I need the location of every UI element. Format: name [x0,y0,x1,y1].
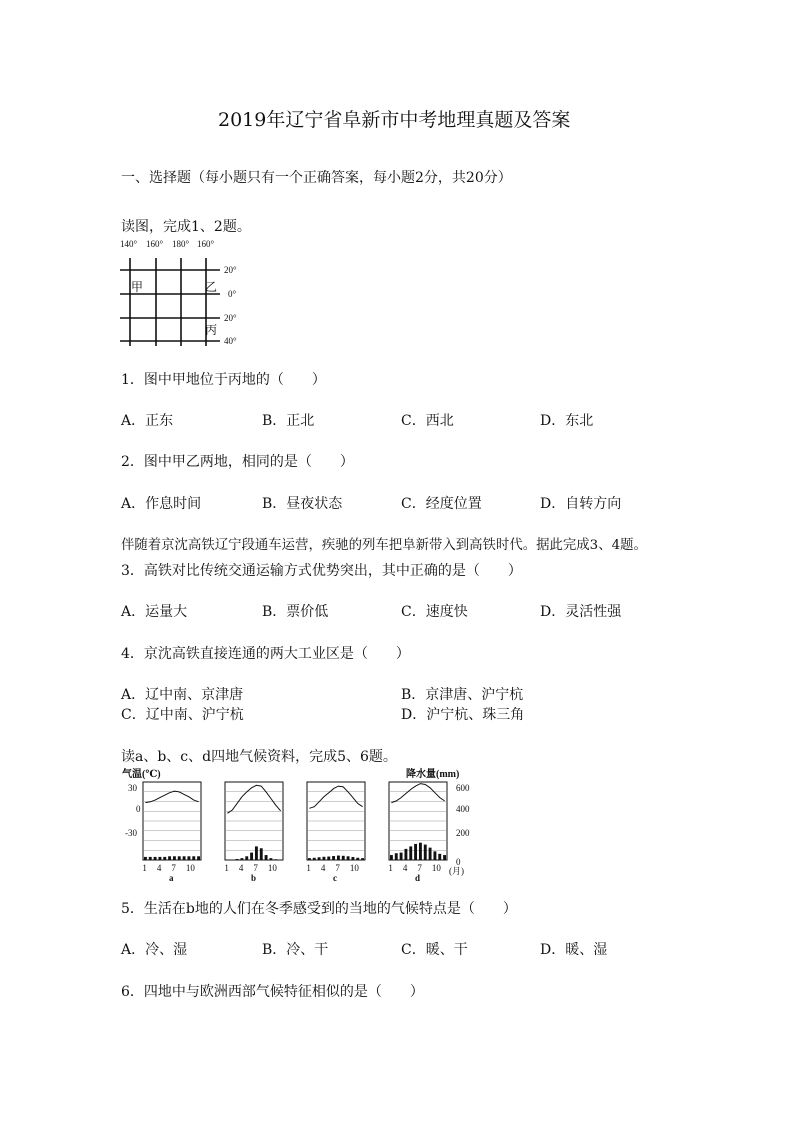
temp-tick: 0 [136,804,141,814]
lat-label: 20° [224,265,237,275]
precip-tick: 600 [456,783,470,793]
month-tick: 1 [224,863,229,873]
precip-tick: 200 [456,828,470,838]
month-tick: 4 [320,863,326,873]
climate-panel-a [142,782,201,883]
precip-bar [192,856,195,860]
precip-bar [347,856,350,860]
precip-bar [429,848,432,860]
lon-label: 160° [197,239,215,249]
q1-option-b: B．正北 [262,413,315,429]
precip-bar [158,857,161,860]
precip-bar [149,857,152,860]
precip-bar [438,854,441,860]
panel-label: b [251,873,257,883]
month-tick: 7 [253,863,258,873]
lon-label: 160° [146,239,164,249]
q5-option-a: A．冷、湿 [121,942,188,958]
precip-bar [144,857,147,860]
precip-bar [178,856,181,860]
panel-label: d [415,873,421,883]
precip-tick: 0 [456,857,461,867]
q1-option-d: D．东北 [540,413,594,429]
precip-bar [187,856,190,860]
q1-option-a: A．正东 [121,413,174,429]
precip-bar [351,857,354,860]
temp-curve [227,785,280,813]
precip-bar [361,858,364,860]
precip-bar [443,855,446,860]
precip-bar [197,856,200,860]
precip-bar [154,857,157,860]
precip-bar [265,855,268,860]
question-3: 3．高铁对比传统交通运输方式优势突出，其中正确的是（ ） [121,563,522,579]
precip-bar [313,858,316,860]
longitude-labels [120,239,215,249]
q3-option-b: B．票价低 [262,604,329,620]
place-bing: 丙 [205,323,218,337]
climate-panel-c [306,782,365,883]
q3-option-c: C．速度快 [401,604,468,620]
temp-curve [145,791,198,803]
climate-charts [118,764,478,884]
precip-bar [236,859,239,860]
question-6: 6．四地中与欧洲西部气候特征相似的是（ ） [121,984,424,1000]
question-2: 2．图中甲乙两地，相同的是（ ） [121,454,354,470]
precip-bar [404,849,407,860]
precip-bar [390,855,393,860]
q2-option-d: D．自转方向 [540,496,622,512]
latitude-labels [224,265,237,346]
precip-bar [400,853,403,860]
precip-bar [332,856,335,860]
precip-bar [260,848,263,860]
precip-bar [419,843,422,860]
precip-bar [414,844,417,860]
month-tick: 10 [267,863,277,873]
q2-option-a: A．作息时间 [121,496,202,512]
q5-option-b: B．冷、干 [262,942,329,958]
q5-option-d: D．暖、湿 [540,942,608,958]
place-jia: 甲 [131,280,144,294]
month-tick: 4 [156,863,162,873]
q5-option-c: C．暖、干 [401,942,468,958]
q2-option-b: B．昼夜状态 [262,496,343,512]
q4-option-c: C．辽中南、沪宁杭 [121,707,244,723]
climate-panels [142,782,447,883]
month-tick: 10 [349,863,359,873]
place-yi: 乙 [205,280,218,294]
precip-bar [395,853,398,860]
precip-bar [318,857,321,860]
precip-bar [424,845,427,860]
temp-axis-label: 气温(℃) [122,769,161,780]
precip-bar [245,856,248,860]
month-tick: 4 [402,863,408,873]
q1-option-c: C．西北 [401,413,454,429]
temp-curve [391,784,444,803]
month-tick: 7 [171,863,176,873]
precip-bar [409,846,412,860]
precip-bar [327,857,330,860]
lat-lon-grid-map [118,236,268,348]
precip-bar [274,859,277,860]
precip-bar [433,851,436,860]
precip-bar [173,856,176,860]
precip-bar [308,858,311,860]
question-1: 1．图中甲地位于丙地的（ ） [121,372,326,388]
lon-label: 140° [120,239,138,249]
q3-option-d: D．灵活性强 [540,604,622,620]
temp-tick: -30 [125,828,137,838]
climate-panel-d [388,782,447,883]
month-tick: 1 [142,863,147,873]
section-heading: 一、选择题（每小题只有一个正确答案，每小题2分，共20分） [121,170,512,186]
precip-bar [356,858,359,860]
panel-label: a [169,873,174,883]
lat-label: 20° [224,313,237,323]
precip-bar [240,858,243,860]
precip-bar [255,846,258,860]
climate-panel-b [224,782,283,883]
month-tick: 10 [431,863,441,873]
intro-q3-4: 伴随着京沈高铁辽宁段通车运营，疾驰的列车把阜新带入到高铁时代。据此完成3、4题。 [121,538,647,553]
month-tick: 1 [306,863,311,873]
place-labels [131,280,217,337]
question-5: 5．生活在b地的人们在冬季感受到的当地的气候特点是（ ） [121,901,517,917]
q4-option-b: B．京津唐、沪宁杭 [401,687,524,703]
temp-curve [309,786,362,808]
month-tick: 10 [185,863,195,873]
lat-label: 0° [228,289,237,299]
precip-tick: 400 [456,804,470,814]
precip-bar [183,856,186,860]
temp-tick: 30 [128,783,137,793]
precip-bar [337,856,340,860]
question-4: 4．京沈高铁直接连通的两大工业区是（ ） [121,646,410,662]
month-tick: 1 [388,863,393,873]
precip-bar [168,856,171,860]
lon-label: 180° [172,239,190,249]
precip-bar [269,858,272,860]
panel-label: c [333,873,337,883]
q3-option-a: A．运量大 [121,604,188,620]
month-tick: 7 [417,863,422,873]
intro-q1-2: 读图，完成1、2题。 [121,219,251,235]
month-tick: 4 [238,863,244,873]
q2-option-c: C．经度位置 [401,496,482,512]
precip-bar [342,856,345,860]
precip-bar [163,857,166,860]
q4-option-d: D．沪宁杭、珠三角 [401,707,525,723]
month-unit: (月) [449,866,464,876]
page-title: 2019年辽宁省阜新市中考地理真题及答案 [218,109,571,131]
intro-q5-6: 读a、b、c、d四地气候资料，完成5、6题。 [121,749,397,765]
lat-label: 40° [224,336,237,346]
q4-option-a: A．辽中南、京津唐 [121,687,244,703]
precip-bar [250,853,253,860]
precip-axis-label: 降水量(mm) [406,769,460,780]
precip-bar [322,857,325,860]
month-tick: 7 [335,863,340,873]
